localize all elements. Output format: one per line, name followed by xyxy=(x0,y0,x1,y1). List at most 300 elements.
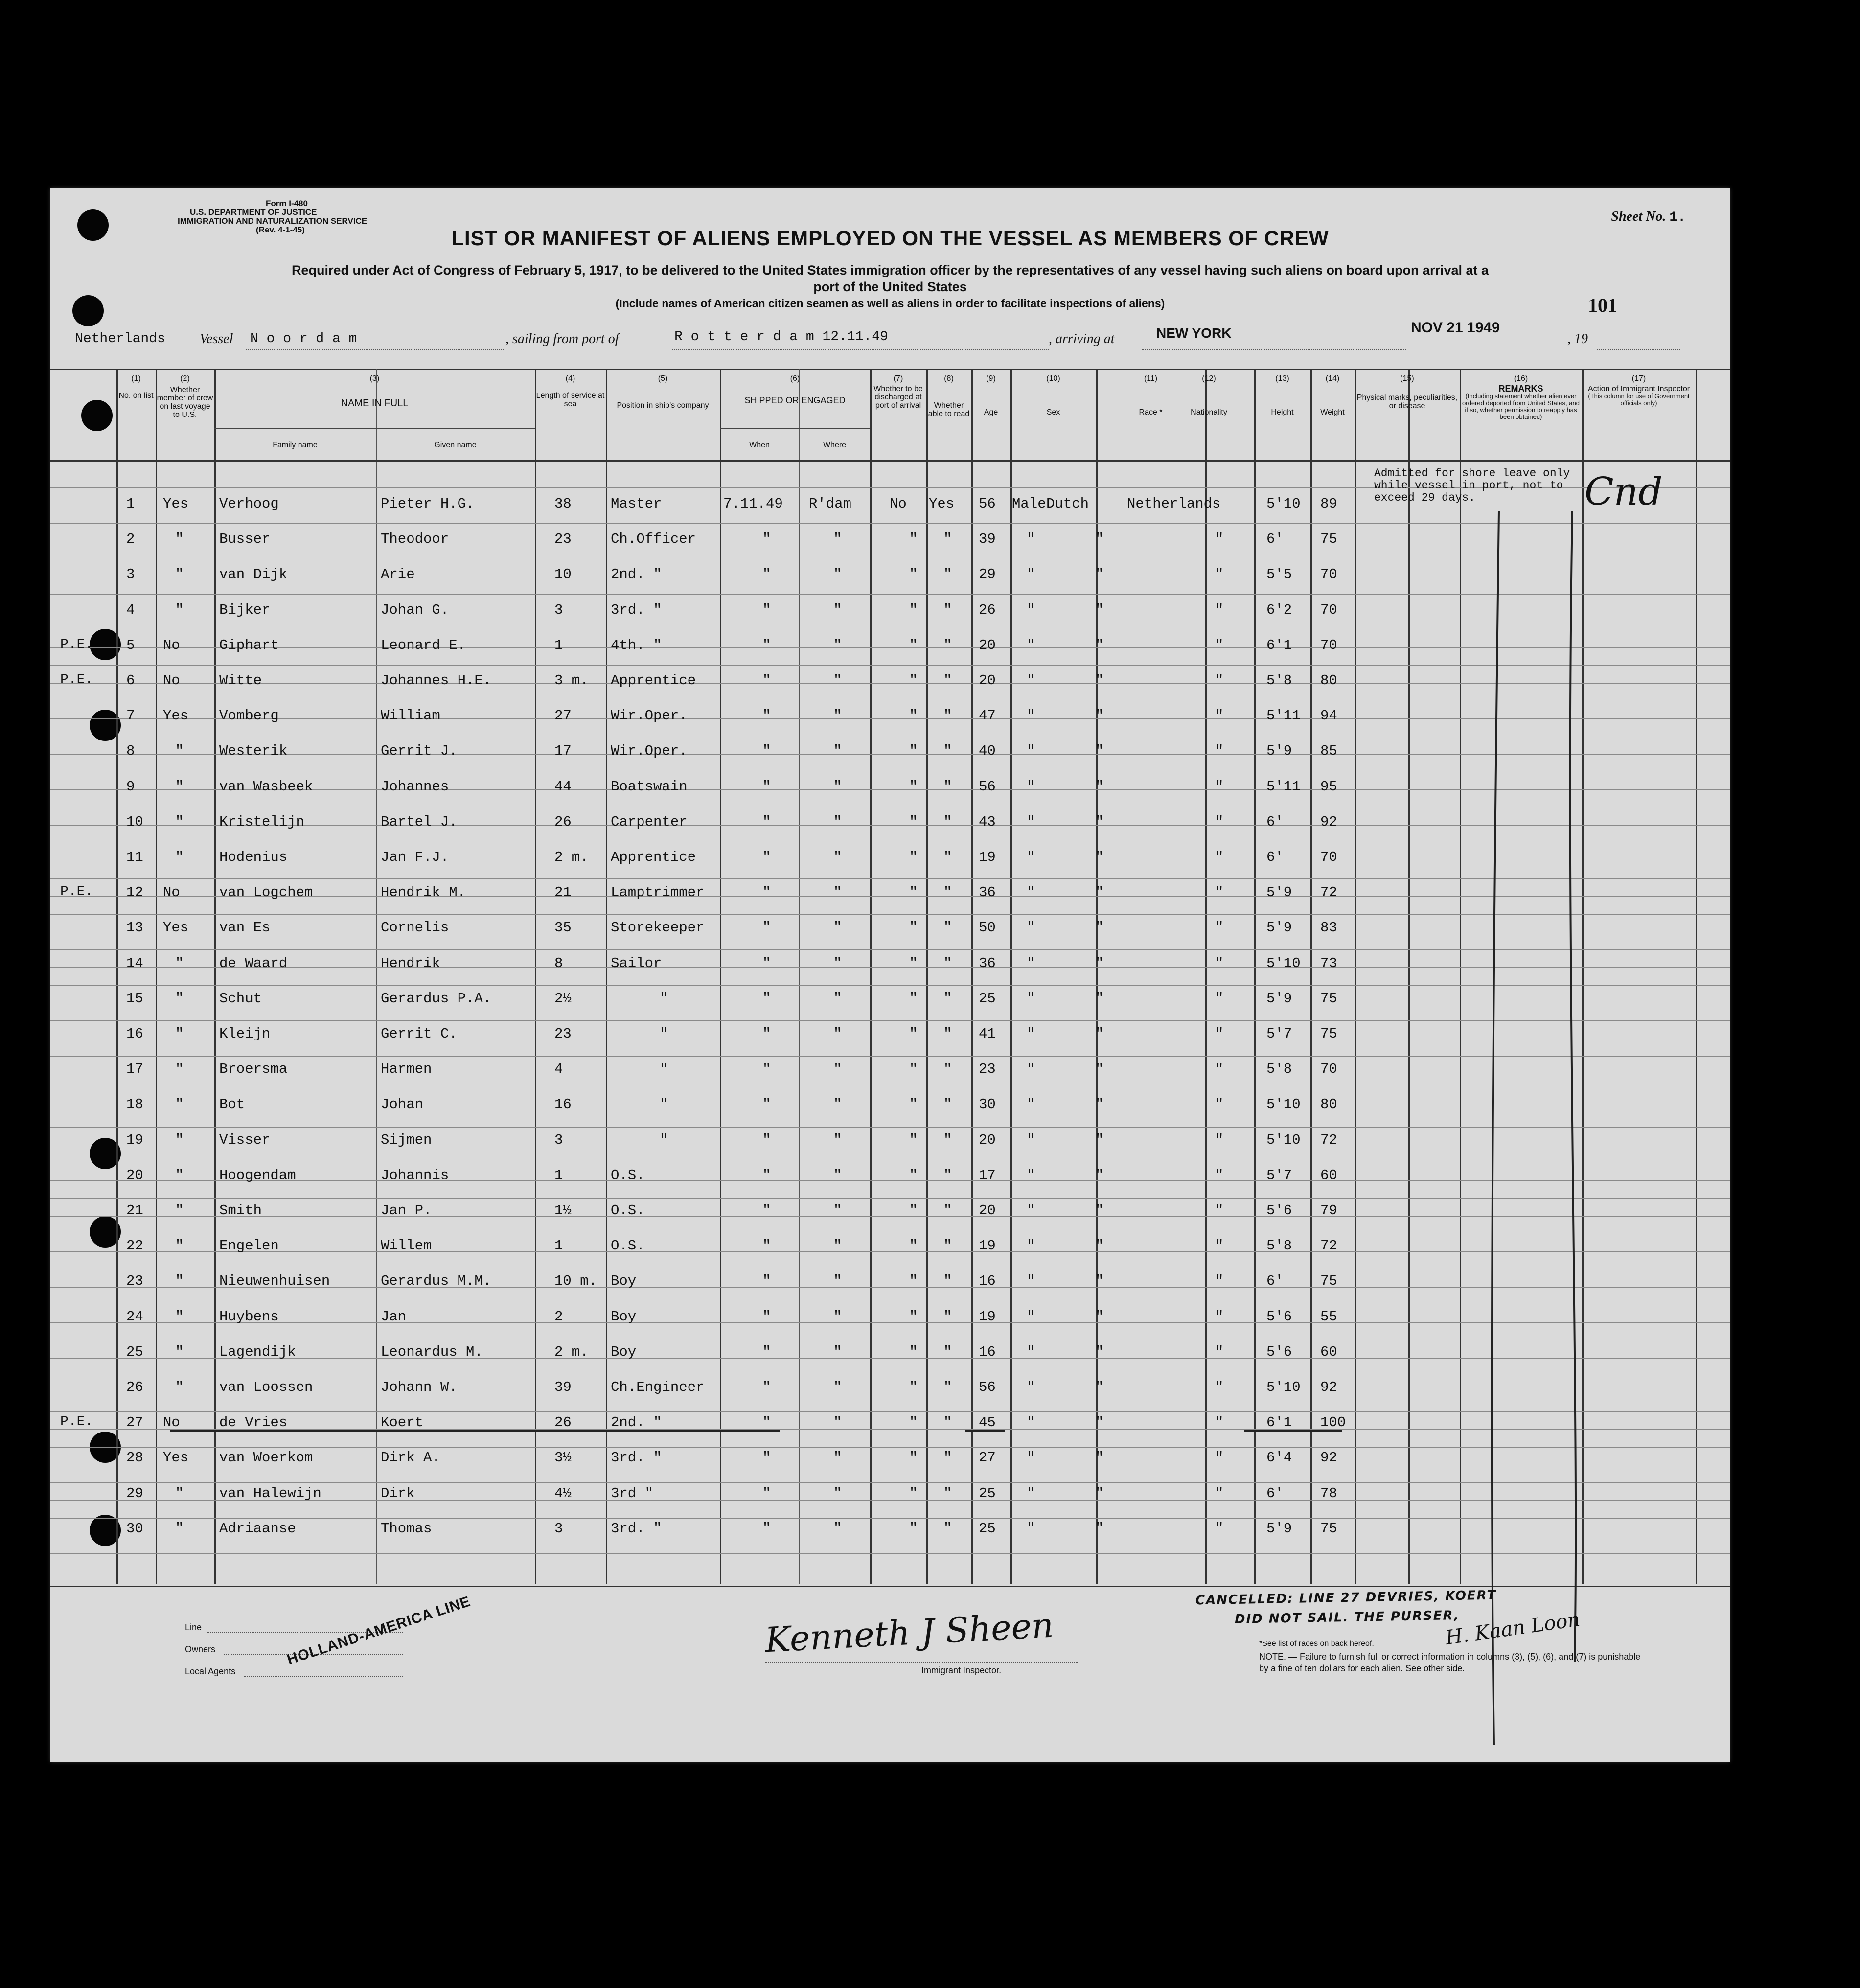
able-to-read: " xyxy=(943,884,952,901)
prev-voyage: " xyxy=(175,778,184,795)
nationality: " xyxy=(1215,849,1224,865)
sex: " xyxy=(1027,743,1035,760)
weight: 72 xyxy=(1320,1132,1337,1148)
sex: " xyxy=(1027,708,1035,724)
penalty-note: NOTE. — Failure to furnish full or correct information in columns (3), (5), (6), and (7) is punishable by a fine of ten dollars for each alien. See other side. xyxy=(1259,1652,1641,1673)
family-name: Broersma xyxy=(219,1061,288,1078)
nationality: " xyxy=(1215,1167,1224,1183)
service-length: 2 xyxy=(554,1308,563,1325)
weight: 70 xyxy=(1320,566,1337,583)
nationality: " xyxy=(1215,813,1224,830)
weight: 70 xyxy=(1320,601,1337,618)
row-number: 4 xyxy=(126,601,135,618)
sex: " xyxy=(1027,1485,1035,1502)
col-divider xyxy=(1254,369,1256,1584)
shipped-where: " xyxy=(833,920,842,936)
row-number: 29 xyxy=(126,1485,143,1502)
age: 41 xyxy=(979,1026,996,1042)
age: 16 xyxy=(979,1343,996,1360)
given-name: Leonard E. xyxy=(381,637,466,653)
given-name: Gerardus P.A. xyxy=(381,990,492,1007)
prev-voyage: " xyxy=(175,1343,184,1360)
able-to-read: " xyxy=(943,1485,952,1502)
column-header-4 xyxy=(535,374,606,408)
service-length: 4 xyxy=(554,1061,563,1078)
age: 16 xyxy=(979,1273,996,1290)
position: Sailor xyxy=(611,955,662,971)
prev-voyage: " xyxy=(175,1132,184,1148)
race: " xyxy=(1095,1273,1104,1290)
height: 5'7 xyxy=(1266,1167,1292,1183)
height: 5'8 xyxy=(1266,1061,1292,1078)
height: 5'8 xyxy=(1266,1238,1292,1254)
column-label: Action of Immigrant Inspector xyxy=(1587,385,1690,393)
shipped-when: " xyxy=(762,1485,771,1502)
shipped-where: " xyxy=(833,1202,842,1219)
column-number: (15) xyxy=(1400,374,1414,383)
service-length: 16 xyxy=(554,1096,572,1113)
sex: " xyxy=(1027,1132,1035,1148)
row-number: 16 xyxy=(126,1026,143,1042)
column-number: (13) xyxy=(1275,374,1289,383)
family-name: Hodenius xyxy=(219,849,288,865)
service-length: 27 xyxy=(554,708,572,724)
sex: " xyxy=(1027,920,1035,936)
height: 6' xyxy=(1266,531,1284,548)
shipped-where: " xyxy=(833,1450,842,1466)
column-number: (3) xyxy=(369,374,380,383)
able-to-read: " xyxy=(943,1450,952,1466)
row-number: 3 xyxy=(126,566,135,583)
shipped-when: " xyxy=(762,1343,771,1360)
pe-mark: P.E. xyxy=(60,637,93,652)
family-name: Busser xyxy=(219,531,271,548)
column-label: Nationality xyxy=(1191,408,1227,416)
column-header-15 xyxy=(1355,374,1460,410)
vessel-line xyxy=(246,349,505,350)
given-name: Koert xyxy=(381,1414,424,1431)
prev-voyage: " xyxy=(175,1273,184,1290)
shipped-where: " xyxy=(833,1238,842,1254)
height: 5'11 xyxy=(1266,778,1301,795)
discharged: " xyxy=(909,955,918,971)
weight: 70 xyxy=(1320,1061,1337,1078)
height: 6' xyxy=(1266,1273,1284,1290)
inspector-sign-line xyxy=(765,1662,1078,1663)
vessel-name: N o o r d a m xyxy=(250,331,357,347)
nationality: " xyxy=(1215,884,1224,901)
race: " xyxy=(1095,601,1104,618)
sex: " xyxy=(1027,1343,1035,1360)
race: " xyxy=(1095,1238,1104,1254)
discharged: " xyxy=(909,849,918,865)
able-to-read: " xyxy=(943,1238,952,1254)
column-number: (12) xyxy=(1202,374,1216,383)
age: 50 xyxy=(979,920,996,936)
height: 5'10 xyxy=(1266,496,1301,512)
shipped-where: " xyxy=(833,955,842,971)
sex: " xyxy=(1027,672,1035,689)
height: 5'8 xyxy=(1266,672,1292,689)
family-name: Witte xyxy=(219,672,262,689)
col-divider xyxy=(1205,369,1207,1584)
nationality: " xyxy=(1215,778,1224,795)
form-service: IMMIGRATION AND NATURALIZATION SERVICE xyxy=(178,216,367,226)
age: 36 xyxy=(979,955,996,971)
discharged: " xyxy=(909,778,918,795)
family-name: de Waard xyxy=(219,955,288,971)
prev-voyage: " xyxy=(175,1167,184,1183)
sex: " xyxy=(1027,813,1035,830)
col-divider xyxy=(116,369,118,1584)
given-name: Johannes xyxy=(381,778,449,795)
weight: 80 xyxy=(1320,1096,1337,1113)
given-name: Willem xyxy=(381,1238,432,1254)
prev-voyage: " xyxy=(175,1026,184,1042)
vessel-flag: Netherlands xyxy=(75,331,165,347)
height: 5'5 xyxy=(1266,566,1292,583)
age: 20 xyxy=(979,1132,996,1148)
shipped-when: " xyxy=(762,1379,771,1395)
shipped-when: " xyxy=(762,813,771,830)
prev-voyage: Yes xyxy=(163,708,189,724)
column-number: (8) xyxy=(944,374,954,383)
agents-blank xyxy=(244,1676,403,1677)
col-divider xyxy=(156,369,157,1584)
family-name: van Es xyxy=(219,920,271,936)
discharged: " xyxy=(909,708,918,724)
arriving-label: , arriving at xyxy=(1049,331,1115,347)
pe-mark: P.E. xyxy=(60,884,93,900)
shipped-when: " xyxy=(762,1167,771,1183)
position: " xyxy=(660,1132,668,1148)
row-number: 20 xyxy=(126,1167,143,1183)
column-label: Height xyxy=(1271,408,1294,416)
column-label: Sex xyxy=(1046,408,1060,416)
column-label: Age xyxy=(984,408,998,416)
nationality: " xyxy=(1215,1238,1224,1254)
column-header-7 xyxy=(870,374,926,410)
shipped-where: " xyxy=(833,1379,842,1395)
column-label: NAME IN FULL xyxy=(341,398,409,409)
shipped-where: " xyxy=(833,990,842,1007)
service-length: 39 xyxy=(554,1379,572,1395)
discharged: " xyxy=(909,672,918,689)
service-length: 10 m. xyxy=(554,1273,597,1290)
shipped-when: " xyxy=(762,990,771,1007)
row-number: 17 xyxy=(126,1061,143,1078)
service-length: 1 xyxy=(554,1238,563,1254)
port-to-line xyxy=(1142,349,1406,350)
nationality: " xyxy=(1215,531,1224,548)
age: 25 xyxy=(979,1485,996,1502)
position: O.S. xyxy=(611,1238,645,1254)
able-to-read: Yes xyxy=(929,496,955,512)
col-divider xyxy=(799,369,800,1584)
age: 20 xyxy=(979,637,996,653)
given-name: Bartel J. xyxy=(381,813,458,830)
sheet-label: Sheet No. xyxy=(1611,209,1666,224)
row-number: 14 xyxy=(126,955,143,971)
row-27-strikethrough xyxy=(1244,1430,1342,1432)
weight: 73 xyxy=(1320,955,1337,971)
position: Apprentice xyxy=(611,672,696,689)
column-number: (11) xyxy=(1144,374,1158,383)
height: 5'7 xyxy=(1266,1026,1292,1042)
nationality: " xyxy=(1215,990,1224,1007)
able-to-read: " xyxy=(943,813,952,830)
race: " xyxy=(1095,920,1104,936)
shipped-where: " xyxy=(833,778,842,795)
service-length: 8 xyxy=(554,955,563,971)
weight: 83 xyxy=(1320,920,1337,936)
position: Apprentice xyxy=(611,849,696,865)
age: 40 xyxy=(979,743,996,760)
cancel-note-2: DID NOT SAIL. THE PURSER, xyxy=(1234,1608,1460,1627)
family-name: Kristelijn xyxy=(219,813,305,830)
action-note: (This column for use of Government officials only) xyxy=(1588,393,1690,407)
discharged: " xyxy=(909,1485,918,1502)
shipped-when: " xyxy=(762,1414,771,1431)
port-from-line xyxy=(672,349,1049,350)
prev-voyage: Yes xyxy=(163,920,189,936)
shipped-where: " xyxy=(833,1061,842,1078)
row-27-strikethrough xyxy=(965,1430,1005,1432)
nationality: Netherlands xyxy=(1127,496,1221,512)
given-name: Gerardus M.M. xyxy=(381,1273,492,1290)
shipped-where: " xyxy=(833,1273,842,1290)
column-label: Length of service at sea xyxy=(536,392,605,408)
race: " xyxy=(1095,708,1104,724)
position: Boy xyxy=(611,1273,637,1290)
column-header-14 xyxy=(1310,374,1355,416)
column-number: (2) xyxy=(180,374,190,383)
service-length: 23 xyxy=(554,1026,572,1042)
subheader-given: Given name xyxy=(434,441,477,449)
discharged: " xyxy=(909,1414,918,1431)
height: 6' xyxy=(1266,849,1284,865)
shipped-when: " xyxy=(762,920,771,936)
given-name: Johan xyxy=(381,1096,424,1113)
shipped-where: " xyxy=(833,1485,842,1502)
shipped-when: " xyxy=(762,1061,771,1078)
shipped-where: " xyxy=(833,1132,842,1148)
race: " xyxy=(1095,1096,1104,1113)
weight: 72 xyxy=(1320,1238,1337,1254)
position: 2nd. " xyxy=(611,1414,662,1431)
race: " xyxy=(1095,1308,1104,1325)
shipped-where: " xyxy=(833,1343,842,1360)
nationality: " xyxy=(1215,955,1224,971)
row-number: 12 xyxy=(126,884,143,901)
shipped-where: " xyxy=(833,601,842,618)
able-to-read: " xyxy=(943,849,952,865)
nationality: " xyxy=(1215,743,1224,760)
position: " xyxy=(660,1096,668,1113)
sex: " xyxy=(1027,1308,1035,1325)
discharged: " xyxy=(909,884,918,901)
shipped-where: " xyxy=(833,743,842,760)
height: 5'10 xyxy=(1266,1379,1301,1395)
shipped-when: " xyxy=(762,1273,771,1290)
shipped-where: " xyxy=(833,1096,842,1113)
age: 27 xyxy=(979,1450,996,1466)
race: " xyxy=(1095,813,1104,830)
position: Master xyxy=(611,496,662,512)
shipped-where: " xyxy=(833,884,842,901)
height: 6'2 xyxy=(1266,601,1292,618)
column-label: Physical marks, peculiarities, or disease xyxy=(1356,393,1458,410)
prev-voyage: " xyxy=(175,813,184,830)
given-name: Arie xyxy=(381,566,415,583)
weight: 94 xyxy=(1320,708,1337,724)
discharged: " xyxy=(909,1096,918,1113)
position: Boy xyxy=(611,1343,637,1360)
column-label: Whether member of crew on last voyage to U.S. xyxy=(157,386,213,419)
discharged: " xyxy=(909,1132,918,1148)
age: 20 xyxy=(979,672,996,689)
nationality: " xyxy=(1215,1308,1224,1325)
weight: 95 xyxy=(1320,778,1337,795)
able-to-read: " xyxy=(943,1061,952,1078)
height: 5'9 xyxy=(1266,920,1292,936)
manifest-page xyxy=(50,188,1730,1762)
subheader-rule xyxy=(720,428,870,429)
able-to-read: " xyxy=(943,1379,952,1395)
age: 23 xyxy=(979,1061,996,1078)
shipped-when: " xyxy=(762,1096,771,1113)
shipped-when: " xyxy=(762,601,771,618)
inspector-signature: Kenneth J Sheen xyxy=(764,1605,1055,1661)
family-name: van Dijk xyxy=(219,566,288,583)
prev-voyage: " xyxy=(175,1308,184,1325)
nationality: " xyxy=(1215,1343,1224,1360)
shipped-where: " xyxy=(833,1520,842,1537)
height: 5'6 xyxy=(1266,1343,1292,1360)
nationality: " xyxy=(1215,566,1224,583)
family-name: van Wasbeek xyxy=(219,778,313,795)
position: Wir.Oper. xyxy=(611,743,688,760)
discharged: " xyxy=(909,531,918,548)
nationality: " xyxy=(1215,1132,1224,1148)
header-rule xyxy=(50,460,1730,462)
height: 5'9 xyxy=(1266,884,1292,901)
remarks-note: (Including statement whether alien ever ordered deported from United States, and if so, whether permission to reapply has been obtained) xyxy=(1462,393,1580,420)
form-instruction: (Include names of American citizen seamen as well as aliens in order to facilitate inspections of aliens) xyxy=(615,297,1165,310)
family-name: van Woerkom xyxy=(219,1450,313,1466)
shipped-when: " xyxy=(762,672,771,689)
year-line xyxy=(1597,349,1680,350)
given-name: Harmen xyxy=(381,1061,432,1078)
weight: 79 xyxy=(1320,1202,1337,1219)
column-number: (1) xyxy=(131,374,141,383)
col-divider xyxy=(1696,369,1697,1584)
purser-signature: H. Kaan Loon xyxy=(1444,1608,1582,1650)
shipped-where: " xyxy=(833,637,842,653)
shipped-where: " xyxy=(833,1026,842,1042)
column-header-6 xyxy=(720,374,870,405)
form-title: LIST OR MANIFEST OF ALIENS EMPLOYED ON THE VESSEL AS MEMBERS OF CREW xyxy=(451,227,1329,250)
able-to-read: " xyxy=(943,1308,952,1325)
sex: " xyxy=(1027,1520,1035,1537)
able-to-read: " xyxy=(943,1202,952,1219)
column-header-13 xyxy=(1254,374,1310,416)
row-number: 22 xyxy=(126,1238,143,1254)
column-header-10 xyxy=(1010,374,1096,416)
family-name: Visser xyxy=(219,1132,271,1148)
shipped-where: " xyxy=(833,566,842,583)
position: O.S. xyxy=(611,1202,645,1219)
column-number: (4) xyxy=(565,374,575,383)
age: 56 xyxy=(979,496,996,512)
port-from: R o t t e r d a m 12.11.49 xyxy=(674,329,888,345)
able-to-read: " xyxy=(943,743,952,760)
sex: " xyxy=(1027,778,1035,795)
given-name: Johann W. xyxy=(381,1379,458,1395)
service-length: 10 xyxy=(554,566,572,583)
row-number: 2 xyxy=(126,531,135,548)
column-number: (10) xyxy=(1046,374,1060,383)
position: Carpenter xyxy=(611,813,688,830)
line-label: Line xyxy=(185,1622,202,1632)
given-name: Hendrik xyxy=(381,955,440,971)
age: 30 xyxy=(979,1096,996,1113)
shipped-when: " xyxy=(762,1202,771,1219)
nationality: " xyxy=(1215,1450,1224,1466)
given-name: Leonardus M. xyxy=(381,1343,483,1360)
prev-voyage: " xyxy=(175,566,184,583)
shipped-when: " xyxy=(762,743,771,760)
port-to: NEW YORK xyxy=(1156,325,1232,341)
shipped-where: R'dam xyxy=(809,496,852,512)
nationality: " xyxy=(1215,1061,1224,1078)
row-number: 25 xyxy=(126,1343,143,1360)
row-number: 19 xyxy=(126,1132,143,1148)
sex: " xyxy=(1027,1026,1035,1042)
race: " xyxy=(1095,672,1104,689)
column-number: (17) xyxy=(1631,374,1646,383)
shipped-where: " xyxy=(833,1308,842,1325)
row-number: 7 xyxy=(126,708,135,724)
prev-voyage: " xyxy=(175,601,184,618)
height: 5'10 xyxy=(1266,1096,1301,1113)
position: Boy xyxy=(611,1308,637,1325)
sex: " xyxy=(1027,849,1035,865)
race: " xyxy=(1095,1414,1104,1431)
shipped-when: " xyxy=(762,637,771,653)
discharged: " xyxy=(909,601,918,618)
weight: 78 xyxy=(1320,1485,1337,1502)
given-name: Dirk A. xyxy=(381,1450,440,1466)
position: O.S. xyxy=(611,1167,645,1183)
age: 56 xyxy=(979,1379,996,1395)
weight: 75 xyxy=(1320,1520,1337,1537)
family-name: Bijker xyxy=(219,601,271,618)
race: " xyxy=(1095,1485,1104,1502)
arrival-date: NOV 21 1949 xyxy=(1411,320,1500,336)
column-label: No. on list xyxy=(118,392,154,400)
service-length: 3 xyxy=(554,601,563,618)
service-length: 3 m. xyxy=(554,672,589,689)
service-length: 2 m. xyxy=(554,849,589,865)
able-to-read: " xyxy=(943,1132,952,1148)
family-name: Kleijn xyxy=(219,1026,271,1042)
discharged: " xyxy=(909,1238,918,1254)
discharged: " xyxy=(909,1026,918,1042)
family-name: Vomberg xyxy=(219,708,279,724)
service-length: 23 xyxy=(554,531,572,548)
able-to-read: " xyxy=(943,531,952,548)
